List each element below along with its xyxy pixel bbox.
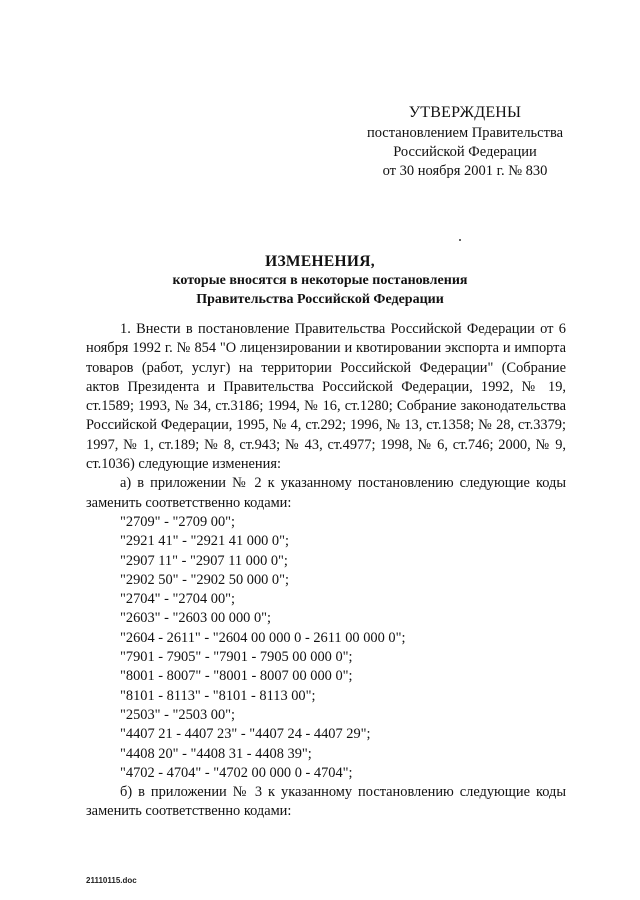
code-item: "2902 50" - "2902 50 000 0"; [120, 571, 289, 588]
title-sub-2: Правительства Российской Федерации [196, 292, 444, 307]
document-title [0, 252, 640, 309]
code-item: "4408 20" - "4408 31 - 4408 39"; [120, 745, 312, 762]
code-item: "8101 - 8113" - "8101 - 8113 00"; [120, 687, 316, 704]
approval-stamp [330, 103, 600, 181]
code-item: "4702 - 4704" - "4702 00 000 0 - 4704"; [120, 764, 353, 781]
code-item: "2704" - "2704 00"; [120, 591, 236, 608]
code-item: "2709" - "2709 00"; [120, 513, 236, 530]
item-b: б) в приложении № 3 к указанному постановлению следующие коды заменить соответственно кодами: [86, 784, 566, 820]
title-sub-1: которые вносятся в некоторые постановления [172, 273, 468, 288]
scan-speck [459, 239, 461, 241]
title-main: ИЗМЕНЕНИЯ, [265, 253, 375, 270]
document-body [86, 320, 566, 822]
code-item: "4407 21 - 4407 23" - "4407 24 - 4407 29"; [120, 726, 371, 743]
code-item: "2907 11" - "2907 11 000 0"; [120, 552, 288, 569]
code-item: "2604 - 2611" - "2604 00 000 0 - 2611 00 000 0"; [120, 629, 406, 646]
code-item: "2603" - "2603 00 000 0"; [120, 610, 272, 627]
approval-line-2: Российской Федерации [393, 144, 537, 160]
footer-filename: 21110115.doc [86, 876, 137, 885]
code-list [86, 513, 566, 783]
approval-heading: УТВЕРЖДЕНЫ [408, 104, 522, 121]
approval-line-1: постановлением Правительства [366, 125, 564, 141]
code-item: "8001 - 8007" - "8001 - 8007 00 000 0"; [120, 668, 353, 685]
code-item: "2503" - "2503 00"; [120, 706, 236, 723]
code-item: "2921 41" - "2921 41 000 0"; [120, 533, 289, 550]
item-a: а) в приложении № 2 к указанному постановлению следующие коды заменить соответственно кодами: [86, 475, 566, 511]
code-item: "7901 - 7905" - "7901 - 7905 00 000 0"; [120, 649, 353, 666]
paragraph-1: 1. Внести в постановление Правительства Российской Федерации от 6 ноября 1992 г. № 854 "О лицензировании и квотировании экспорта и импорта товаров (работ, услуг) на территории Российской Федерации" (Собрание актов Президента и Правительства Российской Федерации, 1992, № 19, ст.1589; 1993, № 34, ст.3186; 1994, № 16, ст.1280; Собрание законодательства Российской Федерации, 1995, № 4, ст.292; 1996, № 13, ст.1358; № 28, ст.3379; 1997, № 1, ст.189; № 8, ст.943; № 43, ст.4977; 1998, № 6, ст.746; 2000, № 9, ст.1036) следующие изменения: [86, 321, 566, 473]
approval-line-3: от 30 ноября 2001 г. № 830 [382, 163, 548, 179]
